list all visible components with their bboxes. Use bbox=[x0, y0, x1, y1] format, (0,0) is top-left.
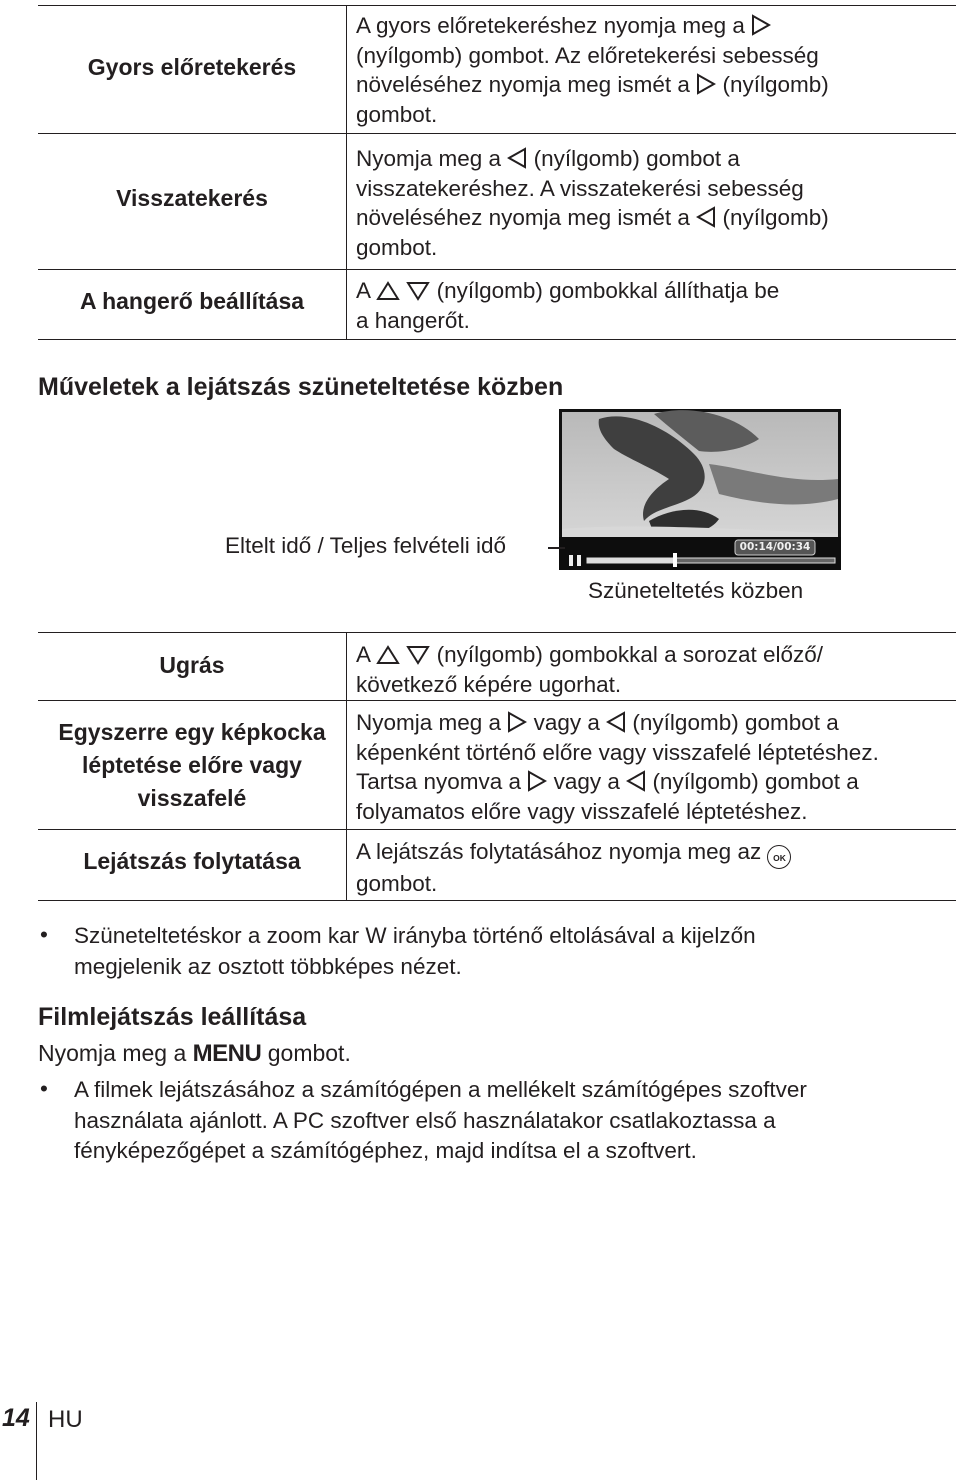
right-arrow-icon bbox=[696, 73, 716, 95]
right-arrow-icon bbox=[507, 711, 527, 733]
table1-row-divider-2 bbox=[38, 269, 956, 270]
note-split-view: • Szüneteltetéskor a zoom kar W irányba történő eltolásával a kijelzőn megjelenik az osztott többképes nézet. bbox=[40, 922, 756, 979]
section-title-stop-playback: Filmlejátszás leállítása bbox=[38, 1003, 307, 1031]
pause-icon-bar-1 bbox=[569, 555, 573, 566]
table2-row-divider-2 bbox=[38, 829, 956, 830]
row-label-skip: Ugrás bbox=[159, 652, 225, 678]
row-desc-frame-step: Nyomja meg a vagy a (nyílgomb) gombot a képenként történő előre vagy visszafelé léptetéshez. Tartsa nyomva a vagy a (nyílgomb) gombot a folyamatos előre vagy visszafelé léptetéshez. bbox=[356, 710, 879, 824]
left-arrow-icon bbox=[606, 711, 626, 733]
callout-paused: Szüneteltetés közben bbox=[588, 578, 804, 603]
bullet: • bbox=[40, 1076, 48, 1101]
pause-icon-bar-2 bbox=[577, 555, 581, 566]
time-display: 00:14/00:34 bbox=[739, 541, 811, 553]
row-label-fast-forward: Gyors előretekerés bbox=[87, 54, 297, 80]
left-arrow-icon bbox=[696, 206, 716, 228]
row-desc-skip: A (nyílgomb) gombokkal a sorozat előző/ következő képére ugorhat. bbox=[356, 642, 824, 697]
table2-row-divider-1 bbox=[38, 700, 956, 701]
row-label-resume: Lejátszás folytatása bbox=[83, 848, 301, 874]
row-desc-rewind: Nyomja meg a (nyílgomb) gombot a visszatekeréshez. A visszatekerési sebesség növeléséhez nyomja meg ismét a (nyílgomb) gombot. bbox=[356, 146, 829, 260]
row-desc-fast-forward: A gyors előretekeréshez nyomja meg a (nyílgomb) gombot. Az előretekerési sebesség növeléséhez nyomja meg ismét a (nyílgomb) gombot. bbox=[356, 13, 829, 127]
bullet: • bbox=[40, 922, 48, 947]
page-number: 14 bbox=[2, 1404, 30, 1432]
table2-top-rule bbox=[38, 632, 956, 633]
left-arrow-icon bbox=[626, 770, 646, 792]
table1-bottom-rule bbox=[38, 339, 956, 340]
row-label-volume: A hangerő beállítása bbox=[79, 288, 305, 314]
note-pc-software: • A filmek lejátszásához a számítógépen a mellékelt számítógépes szoftver használata ajánlott. A PC szoftver első használatakor csatlakoztassa a fényképezőgépet a számítógéphez, majd indítsa el a szoftvert. bbox=[40, 1076, 807, 1163]
stop-instruction: Nyomja meg a MENU gombot. bbox=[38, 1040, 351, 1067]
section-title-pause-operations: Műveletek a lejátszás szüneteltetése közben bbox=[38, 373, 564, 401]
callout-elapsed-total: Eltelt idő / Teljes felvételi idő bbox=[225, 533, 506, 558]
progress-fill bbox=[587, 558, 675, 563]
down-arrow-icon bbox=[406, 281, 430, 301]
progress-marker bbox=[673, 553, 677, 567]
table1-column-divider bbox=[346, 5, 347, 339]
table2-column-divider bbox=[346, 632, 347, 900]
footer-divider bbox=[36, 1402, 37, 1480]
up-arrow-icon bbox=[376, 281, 400, 301]
table2-bottom-rule bbox=[38, 900, 956, 901]
row-desc-resume: A lejátszás folytatásához nyomja meg az OK gombot. bbox=[356, 837, 956, 899]
ok-button-icon: OK bbox=[767, 845, 791, 869]
row-desc-volume: A (nyílgomb) gombokkal állíthatja be a hangerőt. bbox=[356, 278, 780, 333]
right-arrow-icon bbox=[527, 770, 547, 792]
menu-button-label: MENU bbox=[192, 1040, 262, 1067]
row-label-frame-step: Egyszerre egy képkocka léptetése előre vagy visszafelé bbox=[58, 719, 326, 811]
playback-screen-figure bbox=[559, 409, 841, 570]
left-arrow-icon bbox=[507, 147, 527, 169]
table1-row-divider-1 bbox=[38, 133, 956, 134]
table1-top-rule bbox=[38, 5, 956, 6]
up-arrow-icon bbox=[376, 645, 400, 665]
right-arrow-icon bbox=[751, 14, 771, 36]
language-code: HU bbox=[48, 1406, 83, 1433]
callout-leader-line bbox=[548, 547, 565, 549]
down-arrow-icon bbox=[406, 645, 430, 665]
row-label-rewind: Visszatekerés bbox=[116, 185, 268, 211]
